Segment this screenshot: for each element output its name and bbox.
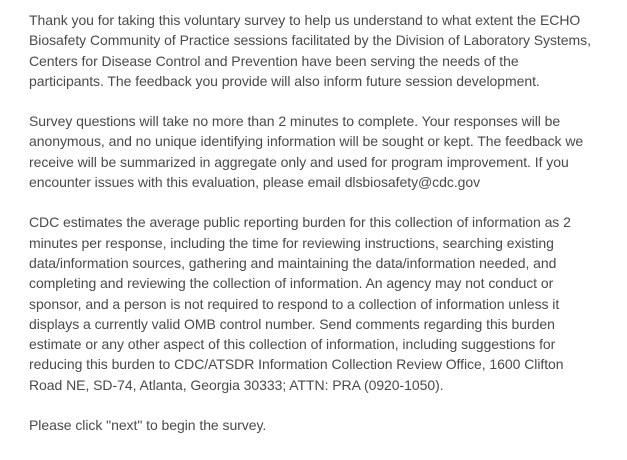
intro-paragraph-purpose: Thank you for taking this voluntary survey to help us understand to what extent the ECHO Biosafety Community of Practice sessions facilitated by the Division of Laboratory Systems, Centers for Disease Control and Prevention have been serving the needs of the participants. The feedback you provide will also inform future session development. — [29, 12, 591, 89]
intro-paragraph-burden-statement: CDC estimates the average public reporting burden for this collection of information as 2 minutes per response, including the time for reviewing instructions, searching existing data/information sources, gathering and maintaining the data/information needed, and completing and reviewing the collection of information. An agency may not conduct or sponsor, and a person is not required to respond to a collection of information unless it displays a currently valid OMB control number. Send comments regarding this burden estimate or any other aspect of this collection of information, including suggestions for reducing this burden to CDC/ATSDR Information Collection Review Office, 1600 Clifton Road NE, SD-74, Atlanta, Georgia 30333; ATTN: PRA (0920-1050). — [29, 214, 571, 393]
intro-paragraph-privacy: Survey questions will take no more than 2 minutes to complete. Your responses will be anonymous, and no unique identifying information will be sought or kept. The feedback we receive will be summarized in aggregate only and used for program improvement. If you encounter issues with this evaluation, please email dlsbiosafety@cdc.gov — [29, 113, 584, 191]
intro-paragraph-instruction: Please click "next" to begin the survey. — [29, 417, 267, 434]
